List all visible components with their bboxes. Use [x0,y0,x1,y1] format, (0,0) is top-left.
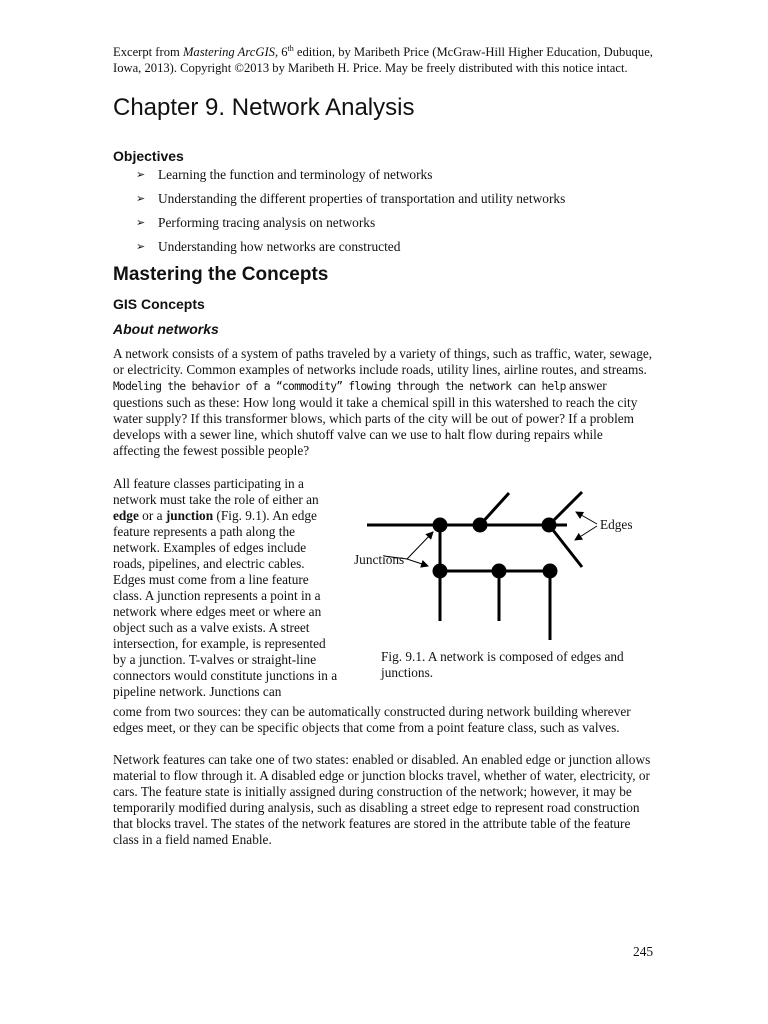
topic-title: About networks [113,321,219,337]
paragraph-feature-states: Network features can take one of two states: enabled or disabled. An enabled edge or junction allows material to flow through it. A disabled edge or junction blocks travel, whether of water, electricity, or cars. The feature state is initially assigned during construction of the network; however, it may be temporarily modified during analysis, such as disabling a street edge to represent road construction that blocks travel. The states of the network features are stored in the attribute table of the feature class in a field named Enable. [113,752,651,847]
objectives-list [136,166,565,262]
edges-text-1: All feature classes participating in a network must take the role of either an [113,476,319,507]
objective-item [136,214,565,238]
objective-item [136,166,565,190]
page-number: 245 [633,944,654,959]
objective-text: Understanding the different properties of transportation and utility networks [158,191,566,206]
objective-text: Understanding how networks are constructed [158,239,401,254]
edition-number: , 6 [274,45,288,59]
arrow-bullet-icon: ➢ [136,192,146,205]
paragraph-intro [113,346,653,459]
paragraph-edges-junctions [113,476,338,700]
intro-text-1: A network consists of a system of paths traveled by a variety of things, such as traffic, water, sewage, or electricity. Common examples of networks include roads, utility lines, airline routes, and streams. [113,346,653,377]
arrow-bullet-icon: ➢ [136,240,146,253]
objective-item [136,190,565,214]
arrow-bullet-icon: ➢ [136,168,146,181]
junction-node [542,518,557,533]
term-junction: junction [165,508,214,523]
edge-diagonal-3 [549,525,582,567]
edges-arrow-1 [576,512,597,524]
objective-item [136,238,565,262]
junction-node [433,518,448,533]
edges-arrow-2 [575,526,597,540]
objective-text: Learning the function and terminology of networks [158,167,433,182]
edges-text-2: or a [138,508,166,523]
intro-text-3: answer questions such as these: How long would it take a chemical spill in this watershed to reach the city water supply? If this transformer blows, which parts of the city will be out of power? If a problem develops with a sewer line, which shutoff valve can we use to halt flow during repairs while affecting the fewest possible people? [113,378,638,458]
junctions-label: Junctions [354,552,405,567]
network-figure [350,487,650,647]
book-title: Mastering ArcGIS [182,45,275,59]
network-junctions [433,518,558,579]
excerpt-line-2: Iowa, 2013). Copyright ©2013 by Maribeth H. Price. May be freely distributed with this notice intact. [113,61,628,75]
network-diagram [350,487,650,647]
junctions-arrow-1 [407,532,433,559]
subsection-title: GIS Concepts [113,296,205,312]
junction-node [433,564,448,579]
edges-label: Edges [600,517,633,532]
label-arrows [384,512,597,566]
figure-caption: Fig. 9.1. A network is composed of edges and junctions. [381,649,624,680]
edition-superscript: th [287,44,294,53]
objective-text: Performing tracing analysis on networks [158,215,376,230]
excerpt-notice [113,44,658,76]
chapter-title: Chapter 9. Network Analysis [113,94,415,121]
objectives-heading: Objectives [113,148,184,164]
intro-text-2: Modeling the behavior of a “commodity” flowing through the network can help [113,380,566,393]
junction-node [473,518,488,533]
section-title: Mastering the Concepts [113,264,329,285]
excerpt-rest: edition, by Maribeth Price (McGraw-Hill Higher Education, Dubuque, [293,45,653,59]
edges-text-3: (Fig. 9.1). An edge feature represents a path along the network. Examples of edges include roads, pipelines, and electric cables. Edges must come from a line feature class. A junction represents a point in a network where edges meet or where an object such as a valve exists. A street intersection, for example, is represented by a junction. T-valves or straight-line connectors would constitute junctions in a pipeline network. Junctions can [113,508,338,699]
paragraph-junction-sources: come from two sources: they can be automatically constructed during network building wherever edges meet, or they can be specific objects that come from a point feature class, such as valves. [113,704,631,735]
junction-node [543,564,558,579]
term-edge: edge [113,508,139,523]
excerpt-line-1 [113,44,658,60]
junction-node [492,564,507,579]
excerpt-prefix: Excerpt from [113,45,183,59]
arrow-bullet-icon: ➢ [136,216,146,229]
